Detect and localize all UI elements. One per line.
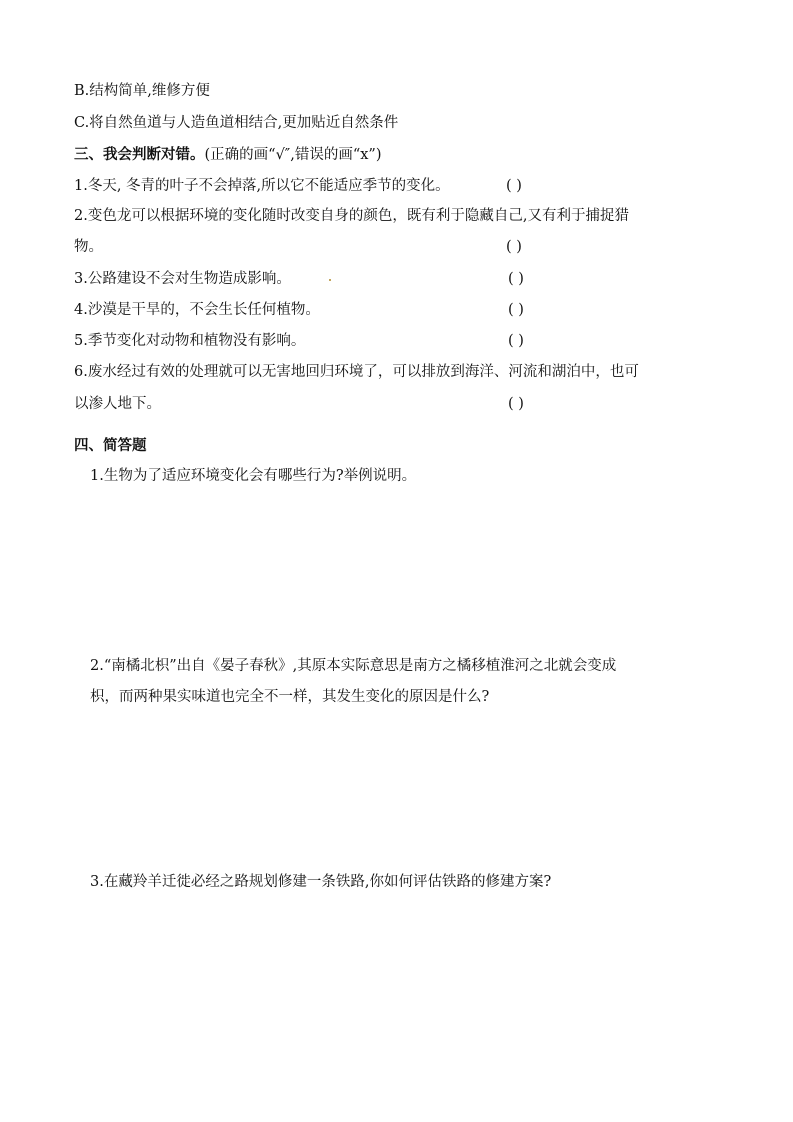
answer-blank-4[interactable]: ( ) xyxy=(508,302,524,318)
question-2: 2.“南橘北枳”出自《晏子春秋》,其原本实际意思是南方之橘移植淮河之北就会变成 xyxy=(90,658,617,674)
answer-blank-3[interactable]: ( ) xyxy=(508,271,524,287)
tf-item-2: 2.变色龙可以根据环境的变化随时改变自身的颜色，既有利于隐藏自己,又有利于捕捉猎 xyxy=(74,208,629,224)
choice-c: C.将自然鱼道与人造鱼道相结合,更加贴近自然条件 xyxy=(74,115,399,131)
choice-b: B.结构简单,维修方便 xyxy=(74,83,210,99)
answer-blank-2[interactable]: ( ) xyxy=(506,239,522,255)
tf-item-4: 4.沙漠是干旱的，不会生长任何植物。 xyxy=(74,302,320,318)
section3-title: 三、我会判断对错。 xyxy=(74,147,205,163)
tf-item-5: 5.季节变化对动物和植物没有影响。 xyxy=(74,333,306,349)
question-2-cont: 枳，而两种果实味道也完全不一样，其发生变化的原因是什么? xyxy=(90,689,490,705)
tf-item-6-cont: 以渗人地下。 xyxy=(74,396,161,412)
answer-blank-6[interactable]: ( ) xyxy=(508,396,524,412)
tf-item-1: 1.冬天, 冬青的叶子不会掉落,所以它不能适应季节的变化。 xyxy=(74,178,450,194)
answer-blank-5[interactable]: ( ) xyxy=(508,333,524,349)
section4-title: 四、简答题 xyxy=(74,438,147,454)
section3-instruction: (正确的画“√″,错误的画“x”) xyxy=(204,147,382,163)
tf-item-6: 6.废水经过有效的处理就可以无害地回归环境了，可以排放到海洋、河流和湖泊中，也可 xyxy=(74,364,639,380)
tf-item-3: 3.公路建设不会对生物造成影响。 xyxy=(74,271,291,287)
answer-blank-1[interactable]: ( ) xyxy=(506,178,522,194)
tf-item-2-cont: 物。 xyxy=(74,239,103,255)
decorative-dot xyxy=(329,279,331,281)
question-3: 3.在藏羚羊迁徙必经之路规划修建一条铁路,你如何评估铁路的修建方案? xyxy=(90,874,552,890)
question-1: 1.生物为了适应环境变化会有哪些行为?举例说明。 xyxy=(90,468,417,484)
section3-heading xyxy=(74,145,382,165)
